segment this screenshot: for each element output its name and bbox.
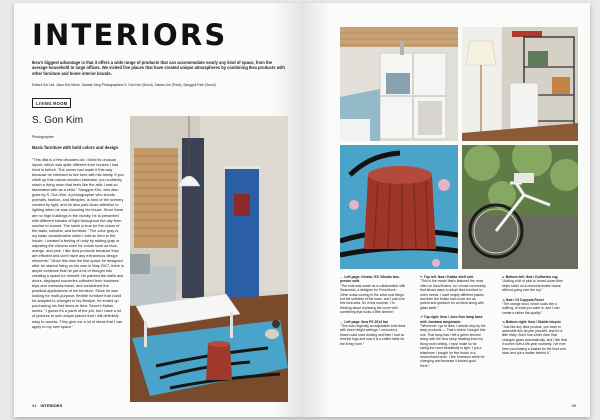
left-page-number: 94 <box>32 403 37 408</box>
caption-lead: ↘ Bottom right: Ikea / Skalde bicycle <box>502 320 561 325</box>
caption-text: "The sofa was made as a collaboration with Swarovski, a designer for Frenchlove. Other sofas coming in the sofar-mat things but the softness of the foam, and I just love this Ikea sofa. So in the summer, I'm thinking about replacing the cover with something that looks a little sleeker." <box>340 283 406 315</box>
caption-lead: ↘ Ikea / Of Cuppola Rosel <box>502 297 544 302</box>
captions-column-1 <box>340 275 406 351</box>
caption <box>420 275 486 310</box>
caption-lead: ↗ Top right: Ikea / Jonv Kon lamp base with Jumbara lampshade <box>420 315 483 324</box>
caption-lead: ← Left page: Ikea PS 2014 fan <box>340 319 389 324</box>
right-page <box>302 3 590 417</box>
caption-text: "This was originally an adjustable bold desk with three height settings. I removed a brace roast once dealing and then I had so that the legs and now it is a coffee table for the living room." <box>340 324 406 346</box>
lamp-shelf-illustration <box>462 27 578 141</box>
section-badge: LIVING ROOM <box>32 98 71 108</box>
caption-text: "Just like any Ikea product, you have to assemble this bicycle yourself, and it's a little tricky. But it has a belt drive that changes gears automatically, and I like that it comes with a life-year warranty. I've ever been purchasing a basket for the front and back and put a matter behind it." <box>502 324 567 356</box>
rug-stool-illustration <box>340 145 458 269</box>
article-body: "This villa is a few decades old. I liked its unusual layout, which was quite different from houses I had lived in before. The owner had made it this way because he intended to live here with his family. If you climb up this narrow wooden staircase, you suddenly reach a living room that feels like the attic I was so fascinated with as a child." Sangguk Kim, who also goes by S. Gon Kim, a photographer who shoots portraits, fashion, and lifestyles, is fond of the scenery created by light, and he also paid close attention to lighting when he was choosing his house. Since there are no high buildings in the vicinity, he is presented with different streaks of light throughout the day from sunrise to sunset. The same is true for the colors of the walls, curtains, and furniture. "The color gray is my basic consideration when I add an item to the house. I created a feeling of unity by adding gray or adjusting the chroma even for colors such as blue, orange, and pink. I like Ikea products because they are efficient and don't have any extraneous design elements." Since this was the first space he designed after he started living on his own in May 2017, there is ample evidence that he put a lot of thought into creating a space for himself. He painted the walls and doors, displayed souvenirs collected from business trips and overseas travel, and considered the practical applications of his furniture. Since he was looking for multi-purpose, flexible furniture that could be adapted to changes in his lifestyle, he ended up purchasing his first items at Ikea. Seoul's Kallax series. "I guess it's a parth of the job, but I have a lot of pictures to sort unique places that I will definitely easy to access. They give me a lot of ideas that I can apply to my own space." <box>32 158 124 329</box>
caption-lead: ← Left page: Kivsta / EC Vibrato two-person sofa <box>340 275 400 284</box>
caption <box>340 320 406 346</box>
kallax-shelf-illustration <box>340 27 458 141</box>
right-page-number: 95 <box>571 403 576 408</box>
caption <box>420 315 486 368</box>
person-role: Photographer <box>32 135 54 139</box>
left-page <box>14 3 302 417</box>
caption <box>502 275 568 293</box>
page-title: INTERIORS <box>32 18 228 52</box>
caption-text: "This is the model that's featured the most often on Ikea flickers, so I chose community that allows ways to adopt Ikea furniture to one's needs. I have simply different places and then the Kallax had a size are as parent and question for an ideal along with glass table." <box>420 279 486 310</box>
caption-text: "Whenever I go to Ikea, I almost stop by the lamp products — That's where I bought this one. That lamp has I felt a green chrome along with the floor lamp heading from my living room ceiling. I must make so for sizing the room beautifully to light. I put a telephone I bought for five bucks in a secondhand store. I like Kimmons white for changing and because it looked good there." <box>420 324 486 368</box>
captions-column-2 <box>420 275 486 373</box>
left-folio <box>32 403 62 408</box>
right-folio <box>572 403 576 408</box>
intro-paragraph: Ikea's biggest advantage is that it offers a wide range of products that can accommodate nearly any kind of space, from the average household to large offices. We visited five places that have created unique atmospheres by combining Ikea products with other furniture and home interior brands. <box>32 60 285 76</box>
living-room-illustration <box>130 116 288 402</box>
magazine-spread <box>14 3 590 417</box>
caption <box>502 298 568 316</box>
bicycle-photo <box>462 145 578 269</box>
caption <box>502 320 568 355</box>
quote-heading: Basic furniture with bold colors and design <box>32 145 119 150</box>
credits-line: Editors Sol Lee, Jisun Kim Wheu, Sarada Yang Photographers S. Gon Kim (Seoul), Taiwan Lim (Paris), Sangguk Park (Seoul) <box>32 83 216 87</box>
lamp-shelf-photo <box>462 27 578 141</box>
captions-column-3 <box>502 275 568 361</box>
caption-lead: ↙ Bottom left: Ikea / Dufforsko rug <box>502 275 558 279</box>
left-folio-label: INTERIORS <box>40 403 63 408</box>
rug-stool-photo <box>340 145 458 269</box>
caption-lead: ↖ Top left: Ikea / Kallax shelf unit <box>420 275 474 279</box>
caption-text: "The orange stool, which looks like a bullfrog, is what you want in, and I can create a rather flat quality." <box>502 302 560 315</box>
person-name: S. Gon Kim <box>32 115 84 126</box>
caption <box>340 275 406 315</box>
bicycle-illustration <box>462 145 578 269</box>
caption-text: "Adding a bit of pink to forced-down blue helps solve on a monochromatic house without going over the top." <box>502 279 563 293</box>
kallax-shelf-photo <box>340 27 458 141</box>
living-room-photo <box>130 116 288 402</box>
